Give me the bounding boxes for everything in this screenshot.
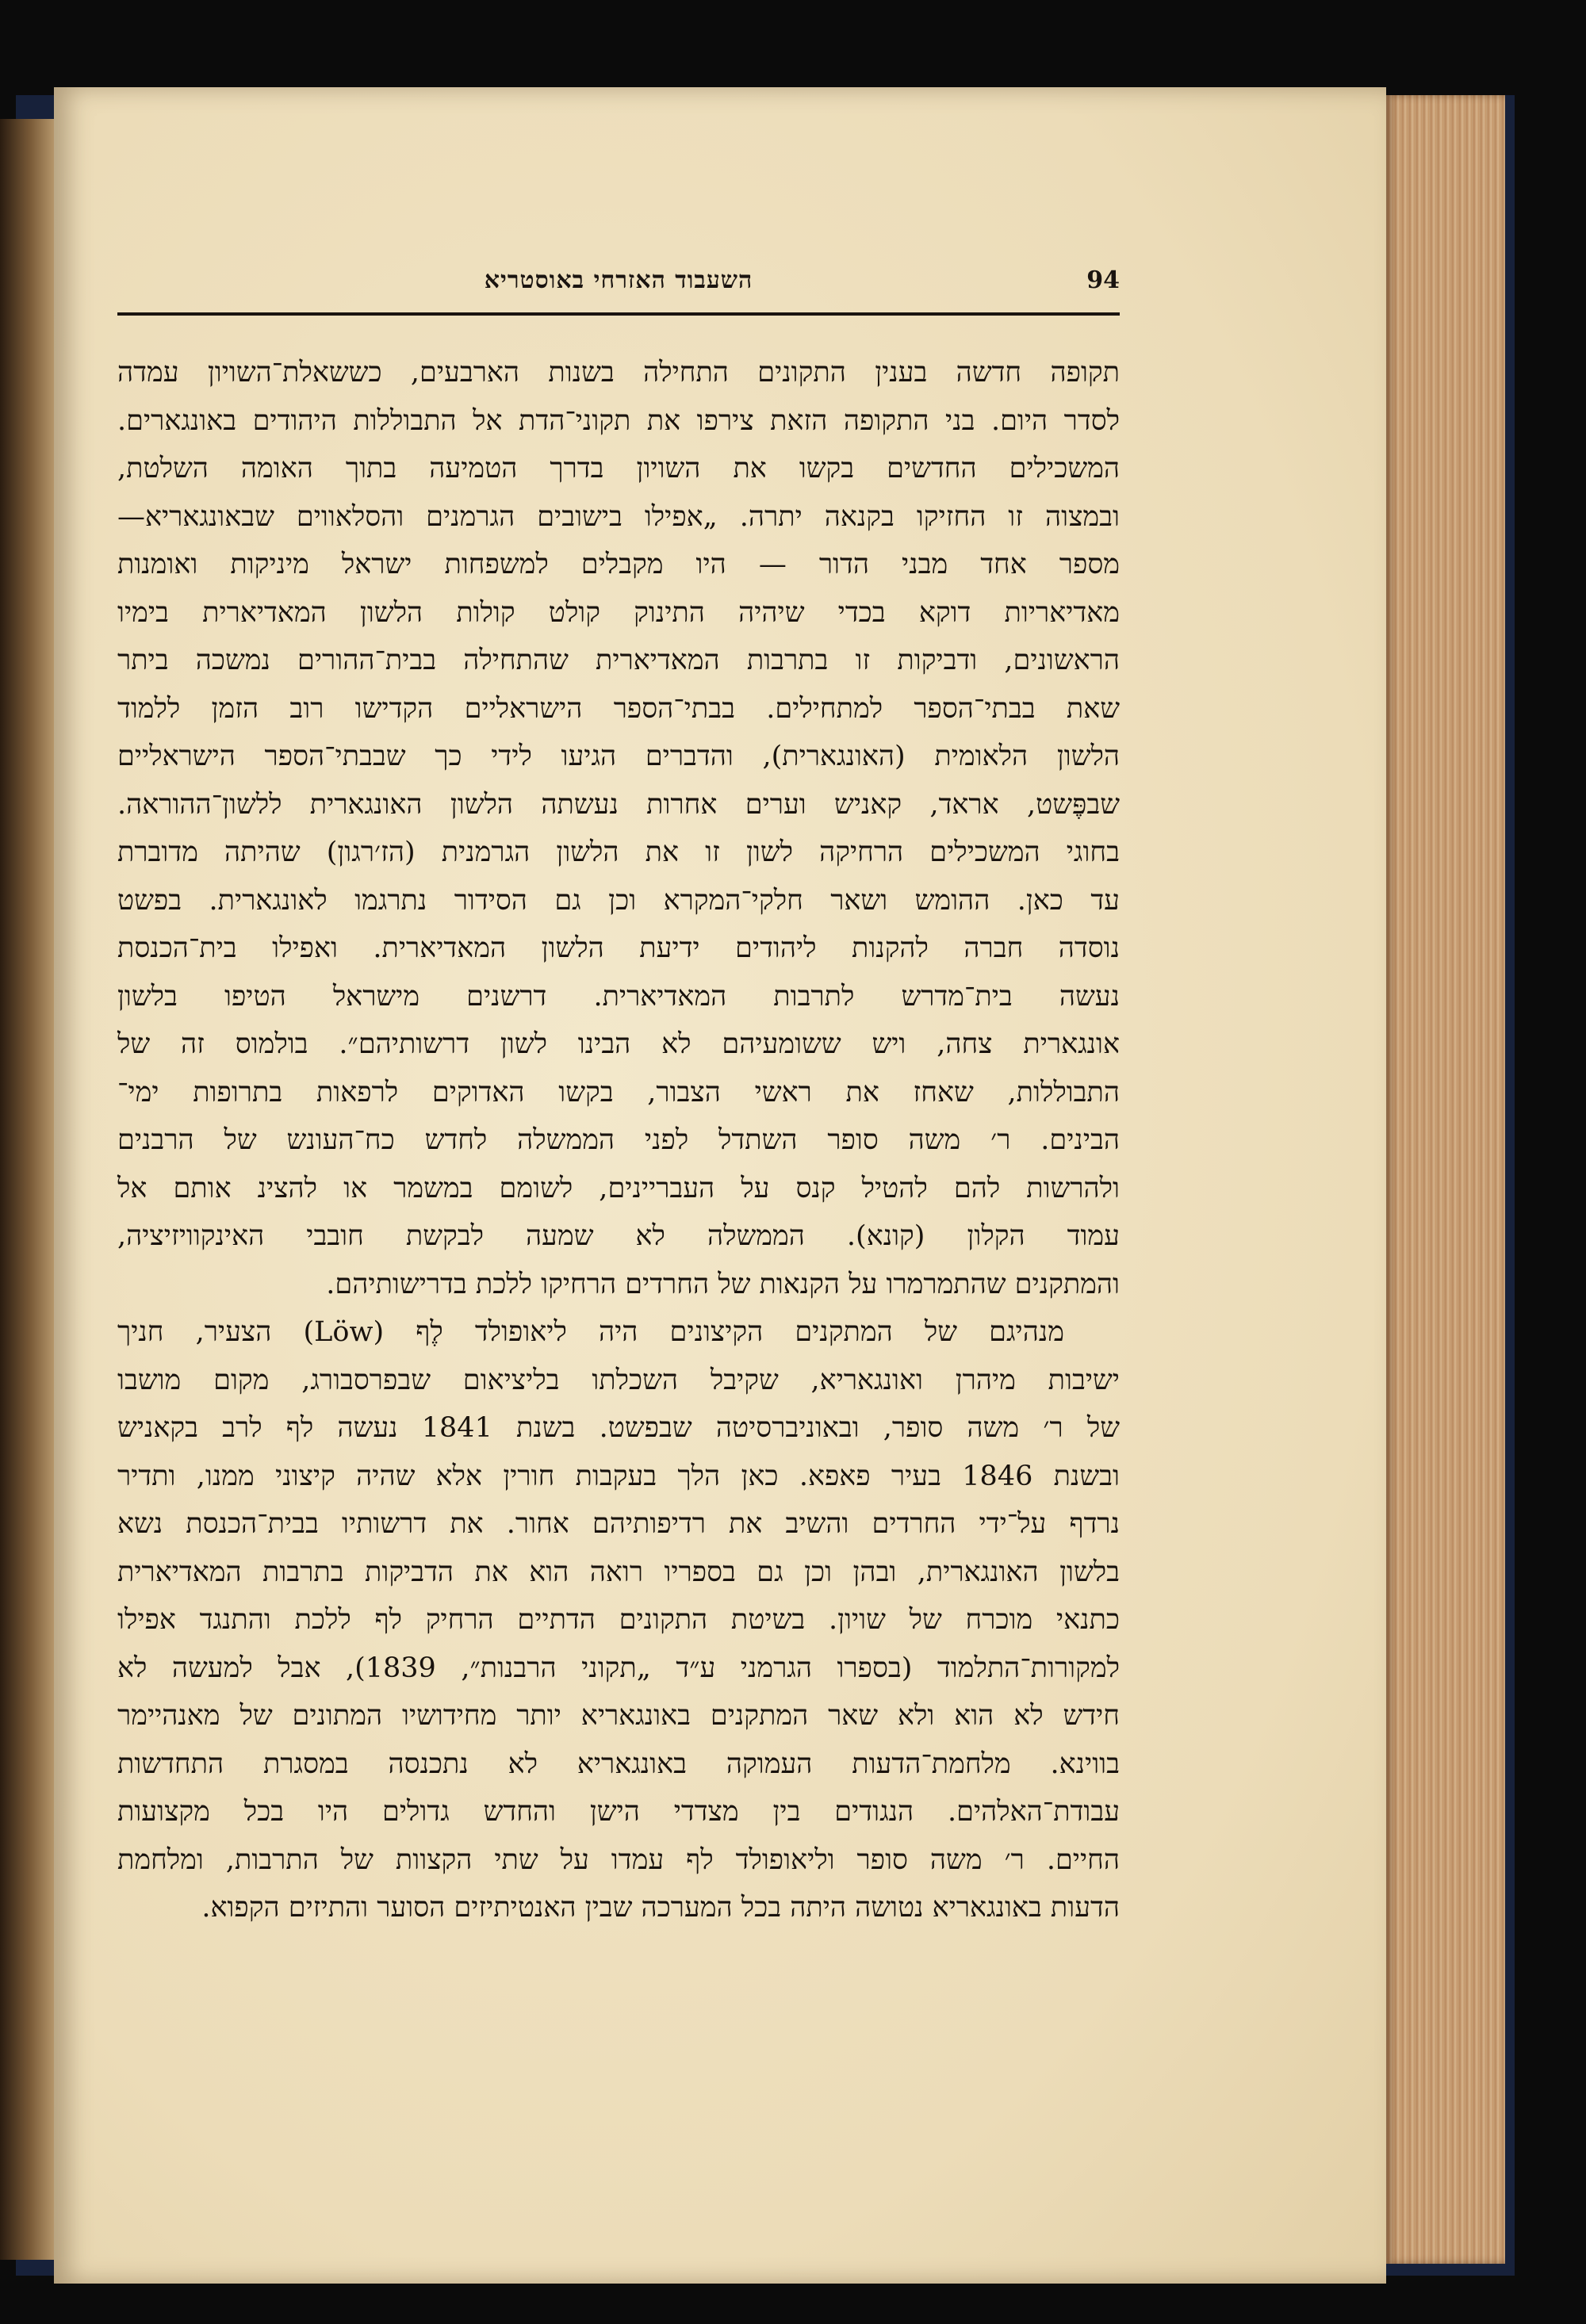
text-line: ולהרשות להם להטיל קנס על העבריינים, לשומם במשמר או להצינ אותם אל [117, 1172, 1120, 1204]
text-line: הראשונים, ודביקות זו בתרבות המאדיארית שהתחילה בבית־ההורים נמשכה ביתר [117, 645, 1120, 676]
text-line: התבוללות, שאחז את ראשי הצבור, בקשו האדוקים לרפאות בתרופות ימי־ [117, 1076, 1120, 1108]
facing-page-edge [0, 119, 56, 2260]
text-line: מנהיגם של המתקנים הקיצונים היה ליאופולד לֶף (Löw) הצעיר, חניך [117, 1316, 1064, 1348]
text-line: אונגארית צחה, ויש ששומעיהם לא הבינו לשון דרשותיהם״. בולמוס זה של [117, 1028, 1120, 1060]
body-text [117, 349, 1120, 1932]
text-line: בלשון האונגארית, ובהן וכן גם בספריו רואה הוא את הדביקות בתרבות המאדיארית [117, 1556, 1120, 1588]
text-line: החיים. ר׳ משה סופר וליאופולד לף עמדו על שתי הקצוות של התרבות, ומלחמת [117, 1844, 1120, 1876]
text-line: המשכילים החדשים בקשו את השויון בדרך הטמיעה בתוך האומה השלטת, [117, 453, 1120, 484]
paragraph [117, 1308, 1120, 1932]
text-line: עבודת־האלהים. הנגודים בין מצדדי הישן והחדש גדולים היו בכל מקצועות [117, 1796, 1120, 1828]
text-line: לסדר היום. בני התקופה הזאת צירפו את תקוני־הדת אל התבוללות היהודים באונגארים. [117, 404, 1120, 437]
page-number: 94 [1086, 266, 1120, 294]
running-title: השעבוד האזרחי באוסטריא [484, 266, 753, 294]
text-line: ובשנת 1846 בעיר פאפא. כאן הלך בעקבות חורין אלא שהיה קיצוני ממנו, ותדיר [117, 1460, 1120, 1492]
text-line: שאת בבתי־הספר למתחילים. בבתי־הספר הישראליים הקדישו רוב הזמן ללמוד [117, 692, 1120, 725]
text-line: מאדיאריות דוקא בכדי שיהיה התינוק קולט קולות הלשון המאדיארית בימיו [117, 596, 1120, 629]
page-stack-fore-edge [1386, 95, 1505, 2264]
text-line: למקורות־התלמוד (בספרו הגרמני ע״ד „תקוני הרבנות״, 1839), אבל למעשה לא [117, 1652, 1120, 1684]
text-line: נוסדה חברה להקנות ליהודים ידיעת הלשון המאדיארית. ואפילו בית־הכנסת [117, 932, 1120, 964]
text-line: והמתקנים שהתמרמרו על הקנאות של החרדים הרחיקו ללכת בדרישותיהם. [326, 1268, 1120, 1300]
paragraph [117, 349, 1120, 1308]
text-line: הלשון הלאומית (האונגארית), והדברים הגיעו לידי כך שבבתי־הספר הישראליים [117, 741, 1120, 772]
text-line: מספר אחד מבני הדור — היו מקבלים למשפחות ישראל מיניקות ואומנות [117, 549, 1120, 580]
text-line: עמוד הקלון (קונא). הממשלה לא שמעה לבקשת חובבי האינקוויזיציה, [117, 1220, 1120, 1252]
text-line: הדעות באונגאריא נטושה היתה בכל המערכה שבין האנטיתיזים הסוער והתיזים הקפוא. [201, 1892, 1120, 1924]
header-rule [117, 312, 1120, 316]
page-header [117, 262, 1120, 309]
text-line: עד כאן. ההומש ושאר חלקי־המקרא וכן גם הסידור נתרגמו לאונגארית. בפשט [117, 884, 1120, 917]
text-line: תקופה חדשה בענין התקונים התחילה בשנות הארבעים, כששאלת־השויון עמדה [117, 357, 1120, 389]
text-line: חידש לא הוא ולא שאר המתקנים באונגאריא יותר מחידושיו המתונים של מאנהיימר [117, 1700, 1120, 1732]
text-line: בחוגי המשכילים הרחיקה לשון זו את הלשון הגרמנית (הז׳רגון) שהיתה מדוברת [117, 837, 1120, 868]
text-line: בווינא. מלחמת־הדעות העמוקה באונגאריא לא נתכנסה במסגרת התחדשות [117, 1748, 1120, 1780]
text-line: נעשה בית־מדרש לתרבות המאדיארית. דרשנים מישראל הטיפו בלשון [117, 980, 1120, 1013]
text-line: הבינים. ר׳ משה סופר השתדל לפני הממשלה לחדש כח־העונש של הרבנים [117, 1124, 1120, 1156]
text-line: ישיבות מיהרן ואונגאריא, שקיבל השכלתו בליציאום שבפרסבורג, מקום מושבו [117, 1364, 1120, 1396]
text-line: כתנאי מוכרח של שויון. בשיטת התקונים הדתיים הרחיק לף ללכת והתנגד אפילו [117, 1604, 1120, 1636]
text-line: שבפֶּשט, אראד, קאניש וערים אחרות נעשתה הלשון האונגארית ללשון־ההוראה. [117, 788, 1120, 821]
text-line: ובמצוה זו החזיקו בקנאה יתרה. „אפילו בישובים הגרמנים והסלאווים שבאונגאריא— [117, 500, 1120, 533]
text-line: של ר׳ משה סופר, ובאוניברסיטה שבפשט. בשנת 1841 נעשה לף לרב בקאניש [117, 1412, 1120, 1444]
text-line: נרדף על־ידי החרדים והשיב את רדיפותיהם אחור. את דרשותיו בבית־הכנסת נשא [117, 1508, 1120, 1540]
